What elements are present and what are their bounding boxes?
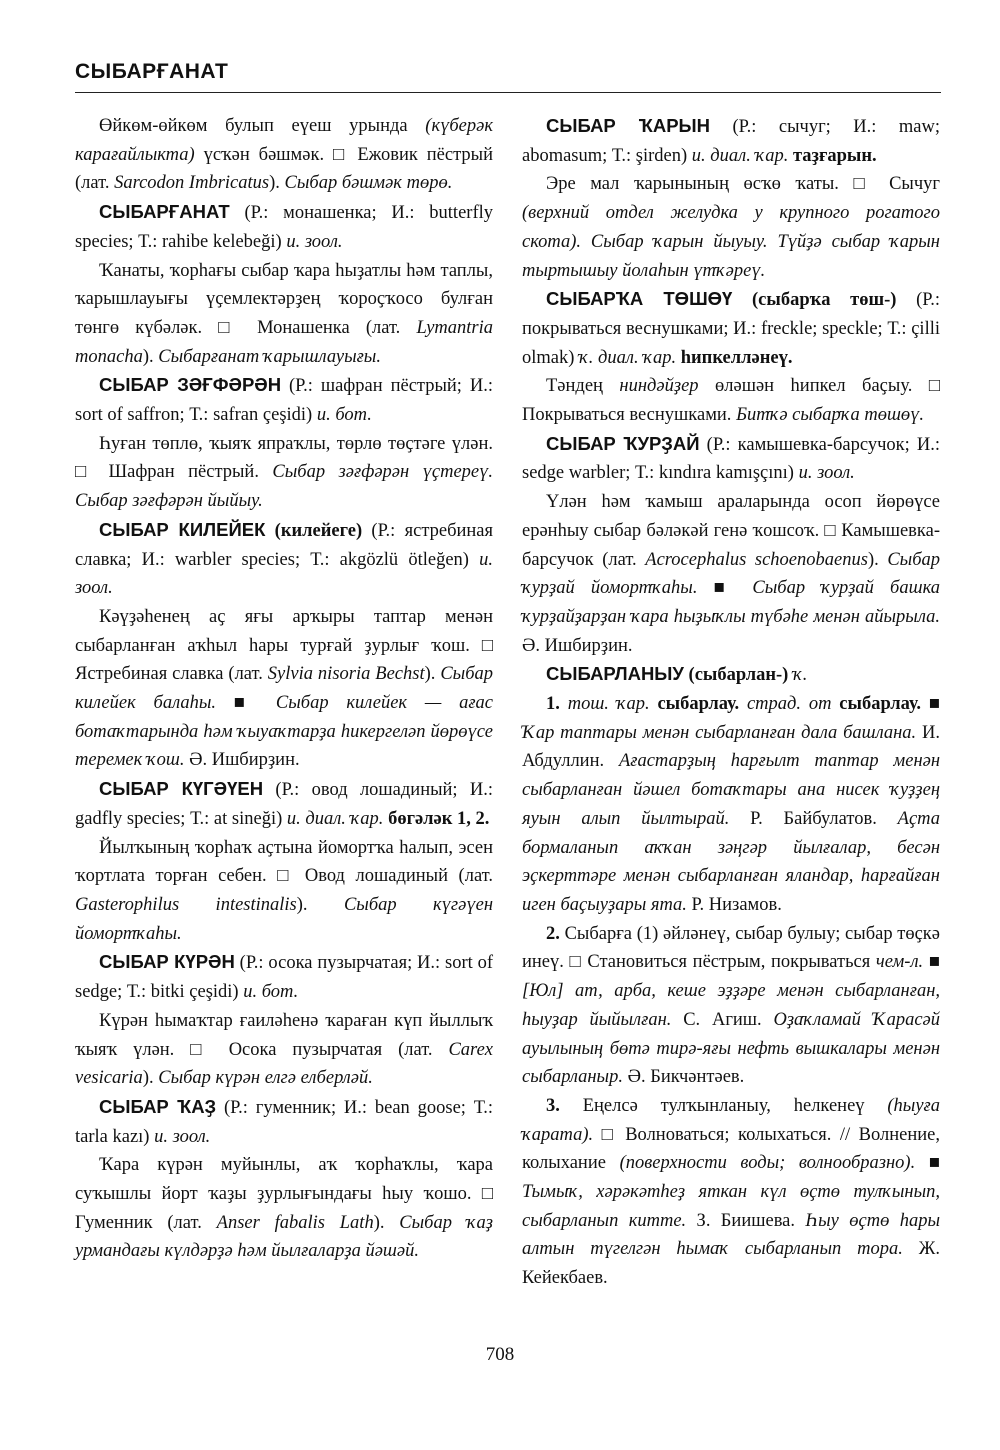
headword: СЫБАР ҠАҘ [99, 1095, 217, 1117]
definition-paragraph: Күрән һымаҡтар ғаиләһенә ҡараған күп йыллыҡ ҡыяҡ үлән. □ Осока пузырчатая (лат. Carex vesicaria). Сыбар күрән елгә елберләй. [75, 1010, 493, 1089]
page-number: 708 [485, 1344, 515, 1365]
headword: СЫБАР КҮРӘН [99, 951, 235, 973]
headword: СЫБАР КИЛЕЙЕК [99, 518, 266, 540]
example-marker-icon: ■ [928, 694, 941, 715]
entry-sybar-kurzai: СЫБАР ҠУРҘАЙ (Р.: камышевка-барсучок; И.: sedge warbler; Т.: kındıra kamışçını) и. зоол. [522, 432, 940, 484]
sense-3: 3. Еңелсә тулҡынланыу, һелкенеү (һыуға ҡарата). □ Волноваться; колыхаться. // Волнение, колыхание (поверхности воды; волнообразно). ■ Тымыҡ, хәрәкәтһеҙ яткан күл өҫтө тулҡынып, сыбарланып китте. З. Биишева. Һыу өҫтө һары алтын түгелгән һымаҡ сыбарланып тора. Ж. Кейекбаев. [522, 1095, 941, 1289]
entry-sybar-kaz: СЫБАР ҠАҘ (Р.: гуменник; И.: bean goose; Т.: tarla kazı) и. зоол. [75, 1095, 494, 1147]
page-title: СЫБАРҒАНАТ [75, 60, 229, 83]
entry-sybar-kuran: СЫБАР КҮРӘН (Р.: осока пузырчатая; И.: sort of sedge; Т.: bitki çeşidi) и. бот. [75, 951, 493, 1003]
sense-2: 2. Сыбарға (1) әйләнеү, сыбар булыу; сыбар төҫкә инеү. □ Становиться пёстрым, покрываться чем-л. ■ [Юл] ат, арба, кеше эҙҙәре менән сыбарланған, һыуҙар йыйылған. С. Агиш. Оҙаҡламай Ҡарасәй ауылының бөтә тирә-яғы нефть вышкалары менән сыбарланыр. Ә. Бикчәнтәев. [522, 923, 941, 1088]
definition-paragraph: Кәүҙәһенең аҫ яғы арҡыры таптар менән сыбарланған аҡһыл һары турғай ҙурлығ ҡош. □ Ястребиная славка (лат. Sylvia nisoria Bechst). Сыбар килейек балаһы. ■ Сыбар килейек — ағас ботаҡтарында һәм ҡыуаҡтарҙа һикергеләп йөрөүсе теремек ҡош. Ә. Ишбирҙин. [75, 606, 494, 771]
entry-sybar-karyn: СЫБАР ҠАРЫН (Р.: сычуг; И.: maw; abomasum; Т.: şirden) и. диал. ҡар. таҙғарын. [522, 115, 940, 166]
definition-paragraph: Үлән һәм ҡамыш араларында осоп йөрөүсе ерәнһыу сыбар бәләкәй генә ҡошсоҡ. □ Камышевка-барсучок (лат. Acrocephalus schoenobaenus). Сыбар ҡурҙай йомортҡаһы. ■ Сыбар ҡурҙай башка ҡурҙайҙарҙан ҡара һыҙыҡлы түбәһе менән айырыла. Ә. Ишбирҙин. [522, 492, 941, 656]
entry-sybarganat: СЫБАРҒАНАТ (Р.: монашенка; И.: butterfly species; Т.: rahibe kelebeği) и. зоол. [75, 201, 493, 252]
headword: СЫБАР КҮГӘҮЕН [99, 778, 264, 800]
definition-paragraph: Ҡанаты, ҡорһағы сыбар ҡара һыҙатлы һәм таплы, ҡарышлауығы үҫемлектәрҙең ҡороҫҡосо булған төнгө күбәләк. □ Монашенка (лат. Lymantria monacha). Сыбарғанат ҡарышлауығы. [75, 260, 493, 367]
running-header [75, 60, 941, 84]
definition-paragraph: Тәндең ниндәйҙер өләшән һипкел баҫыу. □ Покрываться веснушками. Битҡә сыбарҡа төшөү. [522, 376, 940, 426]
right-column [522, 112, 940, 1293]
example-marker-icon: ■ [928, 952, 941, 973]
entry-sybar-zagfaran: СЫБАР ЗӘҒФӘРӘН (Р.: шафран пёстрый; И.: sort of saffron; Т.: safran çeşidi) и. бот. [75, 374, 493, 426]
entry-sybarka-toshou: СЫБАРҠА ТӨШӨҮ (сыбарҡа төш-) (Р.: покрываться веснушками; И.: freckle; speckle; Т.: çilli olmak) ҡ. диал. ҡар. һипкелләнеү. [522, 288, 941, 368]
headword: СЫБАРҒАНАТ [99, 201, 230, 223]
example-marker-icon: ■ [713, 578, 737, 599]
definition-paragraph: Йылҡының ҡорһаҡ аҫтына йомортҡа һалып, эсен ҡортлата торған себен. □ Овод лошадиный (лат. Gasterophilus intestinalis). Сыбар күгәүен йомортҡаһы. [75, 837, 493, 944]
headword: СЫБАР ҠАРЫН [546, 115, 711, 136]
example-marker-icon: ■ [233, 693, 259, 714]
example-marker-icon: ■ [928, 1153, 941, 1174]
sense-1: 1. тош. ҡар. сыбарлау. страд. от сыбарлау. ■ Ҡар таптары менән сыбарланған дала башлана. И. Абдуллин. Ағастарҙың һарғылт таптар менән сыбарланған йәшел ботаҡтары ана нисек ҡуҙҙең яуын алып йылтырай. Р. Байбулатов. Аҫта бормаланып аҡҡан зәңгәр йылғалар, бесән эҫкерттәре менән сыбарланған яландар, һарғайған иген баҫыуҙары ята. Р. Низамов. [522, 694, 941, 915]
headword: СЫБАР ҠУРҘАЙ [546, 432, 700, 454]
entry-sybar-kileyek: СЫБАР КИЛЕЙЕК (килейеге) (Р.: ястребиная славка; И.: warbler species; Т.: akgözlü ötleğen) и. зоол. [75, 518, 494, 599]
definition-paragraph: Ҡара күрән муйынлы, аҡ ҡорһаҡлы, ҡара суҡышлы йорт ҡаҙы ҙурлығындағы һыу ҡошо. □ Гуменник (лат. Anser fabalis Lath). Сыбар ҡаҙ урмандағы күлдәрҙә һәм йылғаларҙа йәшәй. [75, 1155, 493, 1262]
headword: СЫБАРҠА ТӨШӨҮ [546, 288, 733, 310]
entry-sybarlanyu: СЫБАРЛАНЫУ (сыбарлан-) ҡ. [546, 663, 808, 686]
header-rule [75, 92, 941, 93]
left-column [75, 112, 493, 1266]
definition-paragraph: Эре мал ҡарынының өсҡө ҡаты. □ Сычуг (верхний отдел желудка у крупного рогатого скота). Сыбар ҡарын йыуыу. Түйҙә сыбар ҡарын тыртышыу йолаһын үтҡәреү. [522, 174, 940, 281]
definition-paragraph: Һуған төплө, ҡыяҡ япраҡлы, төрлө төҫтәге үлән. □ Шафран пёстрый. Сыбар зәғфәрән үҫтереү. Сыбар зәғфәрән йыйыу. [75, 433, 493, 512]
entry-sybar-kugauen: СЫБАР КҮГӘҮЕН (Р.: овод лошадиный; И.: gadfly species; Т.: at sineği) и. диал. ҡар. бөгәләк 1, 2. [75, 778, 494, 829]
headword: СЫБАРЛАНЫУ [546, 663, 684, 685]
definition-paragraph: Өйкөм-өйкөм булып еүеш урында (күберәк карағайлыкта) үсҡән бәшмәк. □ Ежовик пёстрый (лат. Sarcodon Imbricatus). Сыбар бәшмәк төрө. [75, 116, 493, 194]
headword: СЫБАР ЗӘҒФӘРӘН [99, 374, 282, 396]
